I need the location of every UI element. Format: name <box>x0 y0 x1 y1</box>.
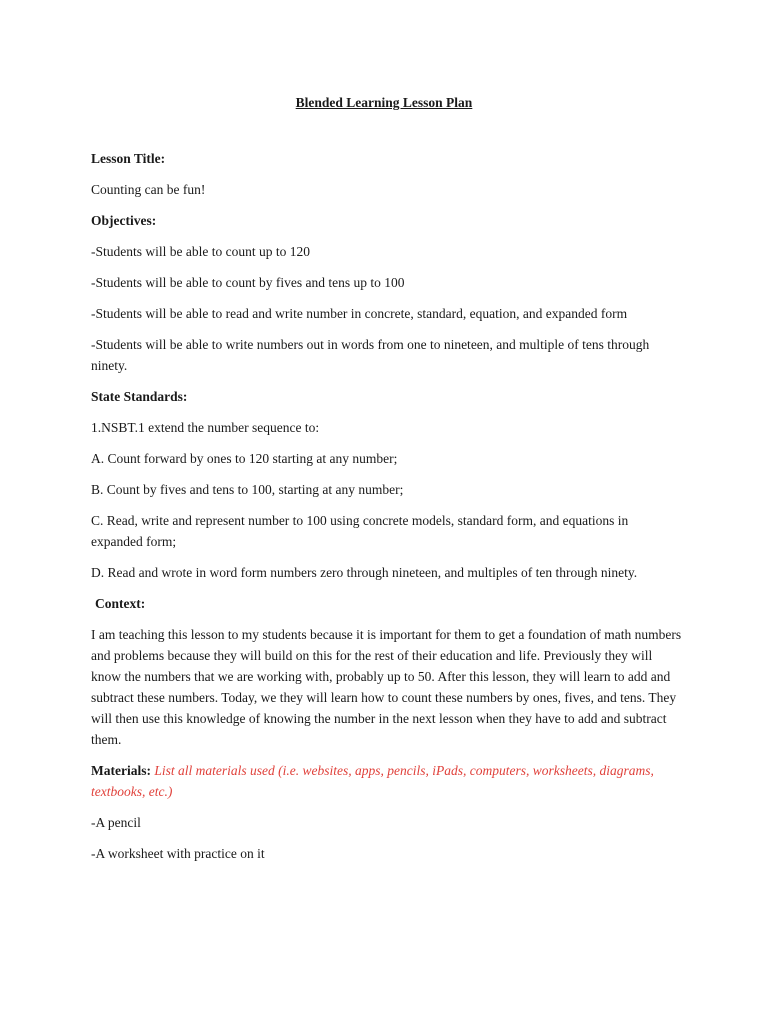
context-paragraph: I am teaching this lesson to my students because it is important for them to get a foundation of math numbers and problems because they will build on this for the rest of their education and life. Previously they will know the numbers that we are working with, probably up to 50. After this lesson, they will learn to add and subtract these numbers. Today, we they will learn how to count these numbers by ones, fives, and tens. They will then use this knowledge of knowing the number in the next lesson when they have to add and subtract them. <box>91 627 682 747</box>
standards-heading: State Standards: <box>91 389 188 404</box>
objective-item: -Students will be able to write numbers out in words from one to nineteen, and multiple of tens through ninety. <box>91 337 650 373</box>
lesson-title-text: Counting can be fun! <box>91 182 206 197</box>
material-item: -A worksheet with practice on it <box>91 846 265 861</box>
document-title: Blended Learning Lesson Plan <box>295 95 473 110</box>
standard-item: 1.NSBT.1 extend the number sequence to: <box>91 420 320 435</box>
materials-note: List all materials used (i.e. websites, apps, pencils, iPads, computers, worksheets, diagrams, textbooks, etc.) <box>91 763 654 799</box>
objective-item: -Students will be able to read and write number in concrete, standard, equation, and expanded form <box>91 306 628 321</box>
standard-item: B. Count by fives and tens to 100, starting at any number; <box>91 482 404 497</box>
objective-item: -Students will be able to count up to 120 <box>91 244 310 259</box>
materials-heading: Materials: <box>91 763 151 778</box>
lesson-title-heading: Lesson Title: <box>91 151 166 166</box>
materials-line <box>91 760 683 802</box>
standard-item: A. Count forward by ones to 120 starting at any number; <box>91 451 398 466</box>
standard-item: C. Read, write and represent number to 100 using concrete models, standard form, and equations in expanded form; <box>91 513 629 549</box>
standard-item: D. Read and wrote in word form numbers zero through nineteen, and multiples of ten through ninety. <box>91 565 638 580</box>
objectives-heading: Objectives: <box>91 213 157 228</box>
material-item: -A pencil <box>91 815 141 830</box>
context-heading: Context: <box>95 596 146 611</box>
document-body <box>91 148 683 874</box>
objective-item: -Students will be able to count by fives and tens up to 100 <box>91 275 405 290</box>
